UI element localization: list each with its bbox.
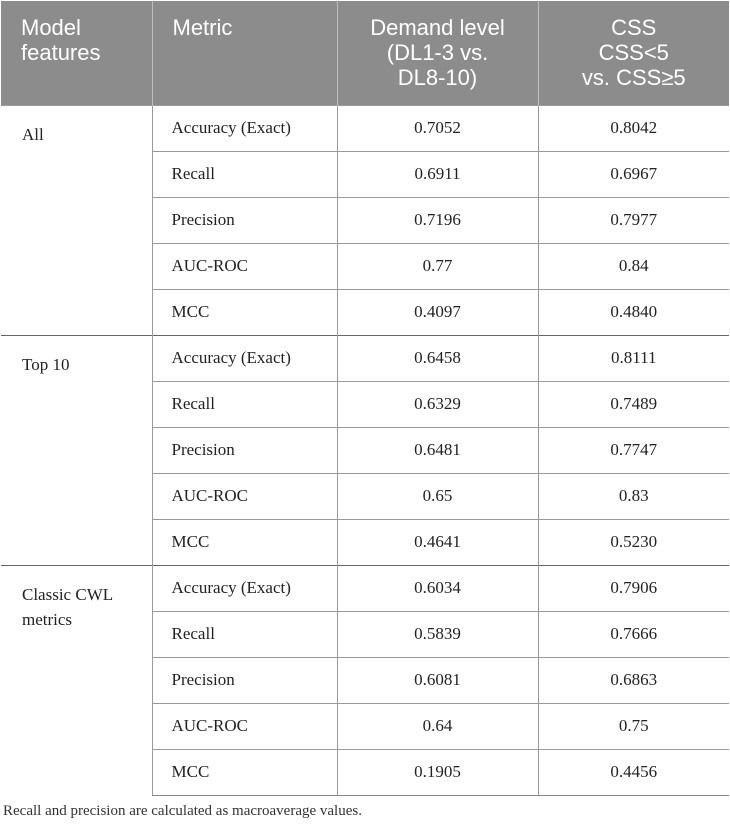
group-label-classic-cwl-metrics <box>1 565 152 795</box>
header-metric <box>152 1 337 105</box>
header-css <box>538 1 729 105</box>
css-value-cell: 0.7666 <box>538 611 729 657</box>
css-value-cell: 0.4456 <box>538 749 729 795</box>
metric-cell: Accuracy (Exact) <box>152 335 337 381</box>
demand-value-cell: 0.4097 <box>337 289 538 335</box>
metric-cell: MCC <box>152 749 337 795</box>
metric-cell: Precision <box>152 427 337 473</box>
header-line: CSS<5 <box>598 40 669 65</box>
demand-value-cell: 0.7052 <box>337 105 538 151</box>
table-row <box>1 335 729 381</box>
metric-cell: MCC <box>152 289 337 335</box>
header-demand-level <box>337 1 538 105</box>
css-value-cell: 0.8042 <box>538 105 729 151</box>
css-value-cell: 0.4840 <box>538 289 729 335</box>
demand-value-cell: 0.7196 <box>337 197 538 243</box>
header-line: (DL1-3 vs. <box>386 40 489 65</box>
metric-cell: AUC-ROC <box>152 473 337 519</box>
demand-value-cell: 0.1905 <box>337 749 538 795</box>
metric-cell: Precision <box>152 657 337 703</box>
demand-value-cell: 0.65 <box>337 473 538 519</box>
demand-value-cell: 0.6034 <box>337 565 538 611</box>
demand-value-cell: 0.5839 <box>337 611 538 657</box>
metric-cell: AUC-ROC <box>152 243 337 289</box>
group-label-line: Classic CWL <box>22 584 114 604</box>
table-row <box>1 565 729 611</box>
metric-cell: Precision <box>152 197 337 243</box>
header-line: Demand level <box>370 15 505 40</box>
group-label-line: metrics <box>22 609 73 629</box>
header-line: features <box>21 40 101 65</box>
metric-cell: AUC-ROC <box>152 703 337 749</box>
demand-value-cell: 0.6911 <box>337 151 538 197</box>
header-line: DL8-10) <box>397 65 478 90</box>
metric-cell: Accuracy (Exact) <box>152 565 337 611</box>
demand-value-cell: 0.64 <box>337 703 538 749</box>
css-value-cell: 0.7747 <box>538 427 729 473</box>
results-table <box>1 1 729 796</box>
table-row <box>1 105 729 151</box>
css-value-cell: 0.7906 <box>538 565 729 611</box>
css-value-cell: 0.7489 <box>538 381 729 427</box>
header-model-features <box>1 1 152 105</box>
css-value-cell: 0.84 <box>538 243 729 289</box>
table-footnote: Recall and precision are calculated as macroaverage values. <box>3 803 362 819</box>
header-row <box>1 1 729 105</box>
demand-value-cell: 0.6081 <box>337 657 538 703</box>
group-label-line: All <box>22 124 44 144</box>
css-value-cell: 0.8111 <box>538 335 729 381</box>
css-value-cell: 0.75 <box>538 703 729 749</box>
group-label-top-10 <box>1 335 152 565</box>
metric-cell: Accuracy (Exact) <box>152 105 337 151</box>
demand-value-cell: 0.77 <box>337 243 538 289</box>
group-label-line: Top 10 <box>22 354 70 374</box>
demand-value-cell: 0.6481 <box>337 427 538 473</box>
css-value-cell: 0.83 <box>538 473 729 519</box>
metric-cell: MCC <box>152 519 337 565</box>
css-value-cell: 0.6863 <box>538 657 729 703</box>
demand-value-cell: 0.6329 <box>337 381 538 427</box>
css-value-cell: 0.7977 <box>538 197 729 243</box>
group-label-all <box>1 105 152 335</box>
css-value-cell: 0.5230 <box>538 519 729 565</box>
metric-cell: Recall <box>152 381 337 427</box>
demand-value-cell: 0.6458 <box>337 335 538 381</box>
metric-cell: Recall <box>152 151 337 197</box>
header-line: Metric <box>172 15 233 40</box>
header-line: vs. CSS≥5 <box>581 65 686 90</box>
css-value-cell: 0.6967 <box>538 151 729 197</box>
metric-cell: Recall <box>152 611 337 657</box>
demand-value-cell: 0.4641 <box>337 519 538 565</box>
header-line: Model <box>21 15 81 40</box>
header-line: CSS <box>611 15 657 40</box>
